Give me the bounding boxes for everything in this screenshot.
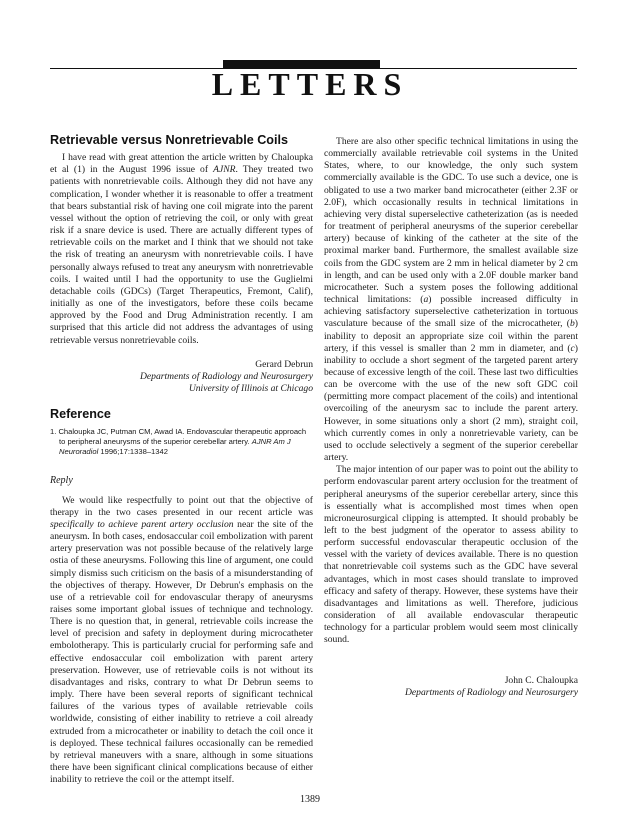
right-column [324,136,578,700]
reference-item: 1. Chaloupka JC, Putman CM, Awad IA. Endovascular therapeutic approach to peripheral aneurysms of the superior cerebellar artery. AJNR Am J Neuroradiol 1996;17:1338–1342 [50,426,307,457]
author-institution: University of Illinois at Chicago [188,382,313,394]
reply-paragraph-2: There are also other specific technical limitations in using the commercially available retrievable coil systems in the United States, where, to our knowledge, the only such system commercially available is the GDC. To use such a device, one is obligated to use a two marker band microcatheter (either 2.3F or 2.0F), which occasionally results in technical limitations in achieving very distal superselective catheterization (as is needed for treatment of peripheral aneurysms of the superior cerebellar artery) because of kinking of the catheter at the site of the proximal marker band. Furthermore, the smallest available size coils from the GDC system are 2 mm in helical diameter by 2 cm in length, and can be used only with a 2.0F double marker band microcatheter. Such a system poses the following additional technical limitations: (a) possible increased difficulty in achieving satisfactory superselective catheterization in tortuous vasculature because of the small size of the microcatheter, (b) inability to deposit an appropriate size coil within the parent artery, if this vessel is smaller than 2 mm in diameter, and (c) inability to occlude a short segment of the targeted parent artery because of excessive length of the coil. These last two difficulties can be overcome with the use of the new soft GDC coil (permitting more compact placement of the coils) and intentional overcoiling of the aneurysm sac to include the parent artery. However, in some situations only a short (2 mm), straight coil, which currently comes in only a nonretrievable variety, can be used to occlude selectively a segment of the superior cerebellar artery. [324,136,578,464]
reply-author-department: Departments of Radiology and Neurosurgery [404,687,578,699]
reply-paragraph-1: We would like respectfully to point out that the objective of therapy in the two cases presented in our recent article was specifically to achieve parent artery occlusion near the site of the aneurysm. In both cases, endosaccular coil embolization with parent artery preservation was not possible because of the relatively large ostia of these aneurysms. Following this line of argument, one could simply dismiss such criticism on the basis of a misunderstanding of the objectives of therapy. However, Dr Debrun's emphasis on the use of a retrievable coil for endovascular therapy of aneurysms raises some important global issues of technique and technology. There is no question that, in general, retrievable coils increase the level of precision and safety in deployment during microcatheter embolotherapy. This is particularly crucial for performing safe and effective endosaccular coil embolization with parent artery preservation. However, use of retrievable coils is not without its disadvantages and risks, contrary to what Dr Debrun seems to imply. There have been several reports of significant technical failures of the various types of available retrievable coils worldwide, consisting of either inability to retrieve a coil already extruded from a microcatheter or inability to detach the coil once it is deployed. These technical failures occasionally can be remedied by retrieval maneuvers with a snare, although in some situations there have been significant clinical complications because of either inability to retrieve the coil or the attempt itself. [50,494,313,786]
author-department: Departments of Radiology and Neurosurgery [139,370,313,382]
reply-heading: Reply [50,475,73,487]
left-column [50,134,313,786]
reference-heading: Reference [50,406,111,421]
author-name: Gerard Debrun [255,358,313,370]
letter-body: I have read with great attention the article written by Chaloupka et al (1) in the August 1996 issue of AJNR. They treated two patients with nonretrievable coils. Although they did not have any complication, I wonder whether it is reasonable to offer a treatment that bears substantial risk of having one coil migrate into the parent vessel without the option of retrieving the coil, or only with great risk if a snare device is used. There are actually different types of retrievable coils on the market and I think that we should not take the risk of treating an aneurysm with nonretrievable coils. I have personally always refused to treat any aneurysm with nonretrievable coils. I waited until I had the opportunity to use the Guglielmi detachable coils (GDCs) (Target Therapeutics, Fremont, Calif), initially as one of the investigators, before these coils became approved by the Food and Drug Administration recently. I am surprised that this article did not address the advantages of using retrievable versus nonretrievable coils. [50,152,313,346]
section-banner: LETTERS [211,66,409,102]
letter-signature [50,359,313,395]
reply-paragraph-3: The major intention of our paper was to point out the ability to perform endovascular parent artery occlusion for the treatment of peripheral aneurysms of the superior cerebellar artery, since this is essentially what is accomplished most times when open microneurosurgical clipping is attempted. It should probably be left to the best judgment of the operator to assess ability to perform successful endovascular therapeutic occlusion of the vessel with the variety of devices available. There is no question that nonretrievable coil systems such as the GDC have several advantages, which in most cases should translate to improved efficacy and safety of therapy. However, these systems have their disadvantages and limitations as well. Therefore, judicious consideration of all available endovascular therapeutic technology for a particular problem would seem most clinically sound. [324,464,578,646]
letter-title: Retrievable versus Nonretrievable Coils [50,133,288,147]
reply-author-name: John C. Chaloupka [504,674,578,686]
page-number: 1389 [300,794,320,805]
reply-signature [324,675,578,700]
